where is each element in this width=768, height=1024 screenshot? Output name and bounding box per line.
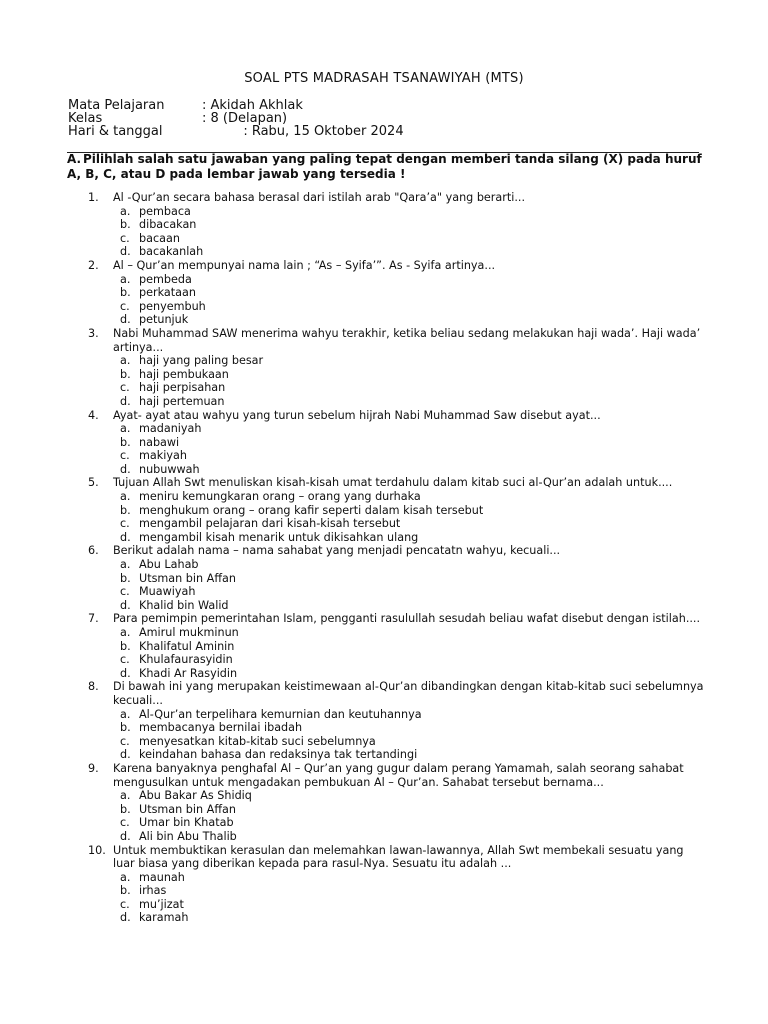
meta-label: Mata Pelajaran <box>68 98 165 113</box>
option-text: haji yang paling besar <box>139 354 264 368</box>
option-text: maunah <box>139 870 185 884</box>
option-letter: a. <box>120 789 131 803</box>
option-text: pembaca <box>139 204 191 218</box>
option-list <box>113 354 708 408</box>
answer-option <box>113 803 708 817</box>
option-text: makiyah <box>139 449 187 463</box>
option-letter: c. <box>120 517 130 531</box>
option-letter: b. <box>120 884 131 898</box>
answer-option <box>113 381 708 395</box>
answer-option <box>113 871 708 885</box>
question-text: Nabi Muhammad SAW menerima wahyu terakhir, ketika beliau sedang melakukan haji wada’. Haji wada’ artinya... <box>113 326 701 354</box>
option-letter: d. <box>120 313 131 327</box>
option-text: irhas <box>139 884 167 898</box>
option-letter: d. <box>120 462 131 476</box>
answer-option <box>113 273 708 287</box>
option-text: haji pertemuan <box>139 394 225 408</box>
answer-option <box>113 708 708 722</box>
option-letter: d. <box>120 666 131 680</box>
question-text: Di bawah ini yang merupakan keistimewaan al-Qur’an dibandingkan dengan kitab-kitab suci sebelumnya kecuali... <box>113 680 704 707</box>
answer-option <box>113 558 708 572</box>
option-letter: a. <box>120 354 131 368</box>
answer-option <box>113 218 708 232</box>
answer-option <box>113 531 708 545</box>
section-label: A. <box>67 152 82 166</box>
question-number: 7. <box>88 612 99 626</box>
option-list <box>113 708 708 762</box>
answer-option <box>113 599 708 613</box>
question-item <box>68 844 708 926</box>
answer-option <box>113 789 708 803</box>
answer-option <box>113 748 708 762</box>
question-text: Para pemimpin pemerintahan Islam, pengganti rasulullah sesudah beliau wafat disebut dengan istilah.... <box>113 612 701 626</box>
option-text: karamah <box>139 911 189 925</box>
option-text: nubuwwah <box>139 462 200 476</box>
option-text: pembeda <box>139 272 192 286</box>
option-letter: a. <box>120 204 131 218</box>
option-text: bacaan <box>139 231 180 245</box>
question-text: Untuk membuktikan kerasulan dan melemahkan lawan-lawannya, Allah Swt membekali sesuatu yang luar biasa yang diberikan kepada para rasul-Nya. Sesuatu itu adalah ... <box>113 843 684 871</box>
option-text: Ali bin Abu Thalib <box>139 829 237 843</box>
answer-option <box>113 911 708 925</box>
question-number: 2. <box>88 258 99 272</box>
option-letter: a. <box>120 707 131 721</box>
option-letter: c. <box>120 381 130 395</box>
question-item <box>68 680 708 762</box>
option-list <box>113 422 708 476</box>
question-item <box>68 612 708 680</box>
meta-value: : 8 (Delapan) <box>202 111 288 126</box>
answer-option <box>113 313 708 327</box>
answer-option <box>113 640 708 654</box>
answer-option <box>113 626 708 640</box>
option-letter: d. <box>120 530 131 544</box>
option-letter: c. <box>120 231 130 245</box>
option-letter: a. <box>120 490 131 504</box>
answer-option <box>113 721 708 735</box>
question-number: 6. <box>88 544 99 558</box>
question-number: 5. <box>88 476 99 490</box>
answer-option <box>113 232 708 246</box>
option-letter: d. <box>120 911 131 925</box>
option-letter: b. <box>120 435 131 449</box>
option-letter: b. <box>120 367 131 381</box>
option-text: Abu Lahab <box>139 558 199 572</box>
option-letter: b. <box>120 639 131 653</box>
option-letter: d. <box>120 748 131 762</box>
option-list <box>113 626 708 680</box>
answer-option <box>113 436 708 450</box>
option-letter: a. <box>120 272 131 286</box>
option-text: mengambil kisah menarik untuk dikisahkan ulang <box>139 530 419 544</box>
answer-option <box>113 735 708 749</box>
option-text: menghukum orang – orang kafir seperti dalam kisah tersebut <box>139 503 484 517</box>
option-letter: c. <box>120 897 130 911</box>
option-letter: c. <box>120 299 130 313</box>
page-title: SOAL PTS MADRASAH TSANAWIYAH (MTS) <box>244 71 524 86</box>
option-letter: b. <box>120 503 131 517</box>
answer-option <box>113 667 708 681</box>
answer-option <box>113 286 708 300</box>
option-letter: a. <box>120 558 131 572</box>
question-number: 3. <box>88 326 99 340</box>
option-letter: b. <box>120 286 131 300</box>
option-list <box>113 558 708 612</box>
option-letter: a. <box>120 422 131 436</box>
option-text: Umar bin Khatab <box>139 816 234 830</box>
option-text: madaniyah <box>139 422 202 436</box>
option-text: mengambil pelajaran dari kisah-kisah tersebut <box>139 517 401 531</box>
meta-row-date <box>68 124 404 139</box>
question-text: Tujuan Allah Swt menuliskan kisah-kisah umat terdahulu dalam kitab suci al-Qur’an adalah untuk.... <box>113 476 673 490</box>
answer-option <box>113 422 708 436</box>
answer-option <box>113 395 708 409</box>
answer-option <box>113 585 708 599</box>
option-text: dibacakan <box>139 218 197 232</box>
option-letter: c. <box>120 449 130 463</box>
option-text: nabawi <box>139 435 180 449</box>
answer-option <box>113 572 708 586</box>
meta-label: Kelas <box>68 111 103 126</box>
option-letter: b. <box>120 802 131 816</box>
option-letter: a. <box>120 626 131 639</box>
answer-option <box>113 653 708 667</box>
question-item <box>68 191 708 259</box>
option-text: haji perpisahan <box>139 381 226 395</box>
section-instructions <box>67 152 707 182</box>
option-list <box>113 789 708 843</box>
answer-option <box>113 504 708 518</box>
question-item <box>68 409 708 477</box>
option-text: Utsman bin Affan <box>139 571 236 585</box>
answer-option <box>113 816 708 830</box>
question-text: Al -Qur’an secara bahasa berasal dari istilah arab "Qara’a" yang berarti... <box>113 191 526 204</box>
question-text: Berikut adalah nama – nama sahabat yang menjadi pencatatn wahyu, kecuali... <box>113 544 561 558</box>
option-text: perkataan <box>139 286 196 300</box>
option-list <box>113 871 708 925</box>
option-text: Khadi Ar Rasyidin <box>139 666 238 680</box>
option-letter: c. <box>120 653 130 667</box>
option-letter: d. <box>120 598 131 612</box>
answer-option <box>113 354 708 368</box>
option-letter: b. <box>120 721 131 735</box>
option-text: keindahan bahasa dan redaksinya tak tertandingi <box>139 748 418 762</box>
option-text: Amirul mukminun <box>139 626 239 639</box>
question-number: 4. <box>88 408 99 422</box>
meta-value: : Akidah Akhlak <box>202 98 303 113</box>
option-text: penyembuh <box>139 299 206 313</box>
option-text: membacanya bernilai ibadah <box>139 721 303 735</box>
answer-option <box>113 449 708 463</box>
option-text: Abu Bakar As Shidiq <box>139 789 252 803</box>
option-text: bacakanlah <box>139 245 204 259</box>
question-list <box>68 191 708 925</box>
question-item <box>68 762 708 844</box>
option-list <box>113 490 708 544</box>
option-letter: d. <box>120 829 131 843</box>
answer-option <box>113 245 708 259</box>
option-letter: b. <box>120 571 131 585</box>
section-text: Pilihlah salah satu jawaban yang paling tepat dengan memberi tanda silang (X) pada huruf A, B, C, atau D pada lembar jawab yang tersedia ! <box>67 152 702 181</box>
option-text: menyesatkan kitab-kitab suci sebelumnya <box>139 734 376 748</box>
option-text: petunjuk <box>139 313 189 327</box>
answer-option <box>113 205 708 219</box>
question-item <box>68 327 708 409</box>
question-text: Karena banyaknya penghafal Al – Qur’an yang gugur dalam perang Yamamah, salah seorang sahabat mengusulkan untuk mengadakan pembukuan Al – Qur’an. Sahabat tersebut bernama... <box>113 761 684 789</box>
option-letter: d. <box>120 394 131 408</box>
question-item <box>68 476 708 544</box>
option-list <box>113 205 708 259</box>
option-letter: d. <box>120 245 131 259</box>
question-item <box>68 544 708 612</box>
question-item <box>68 259 708 327</box>
option-text: haji pembukaan <box>139 367 229 381</box>
answer-option <box>113 490 708 504</box>
option-letter: a. <box>120 870 131 884</box>
option-list <box>113 273 708 327</box>
option-letter: c. <box>120 816 130 830</box>
option-text: Khalid bin Walid <box>139 598 229 612</box>
answer-option <box>113 463 708 477</box>
option-letter: b. <box>120 218 131 232</box>
question-number: 8. <box>88 680 99 694</box>
option-text: Khalifatul Aminin <box>139 639 235 653</box>
option-text: Khulafaurasyidin <box>139 653 233 667</box>
answer-option <box>113 368 708 382</box>
option-text: Muawiyah <box>139 585 196 599</box>
meta-value: : Rabu, 15 Oktober 2024 <box>202 124 404 139</box>
question-text: Al – Qur’an mempunyai nama lain ; “As – Syifa’”. As - Syifa artinya... <box>113 258 496 272</box>
answer-option <box>113 884 708 898</box>
option-letter: c. <box>120 585 130 599</box>
question-number: 1. <box>88 191 99 204</box>
option-text: meniru kemungkaran orang – orang yang durhaka <box>139 490 421 504</box>
answer-option <box>113 300 708 314</box>
option-text: Utsman bin Affan <box>139 802 236 816</box>
answer-option <box>113 517 708 531</box>
option-letter: c. <box>120 734 130 748</box>
question-number: 9. <box>88 761 99 775</box>
option-text: mu’jizat <box>139 897 184 911</box>
meta-label: Hari & tanggal <box>68 124 163 139</box>
answer-option <box>113 830 708 844</box>
answer-option <box>113 898 708 912</box>
option-text: Al-Qur’an terpelihara kemurnian dan keutuhannya <box>139 707 422 721</box>
question-number: 10. <box>88 843 106 857</box>
question-text: Ayat- ayat atau wahyu yang turun sebelum hijrah Nabi Muhammad Saw disebut ayat... <box>113 408 601 422</box>
